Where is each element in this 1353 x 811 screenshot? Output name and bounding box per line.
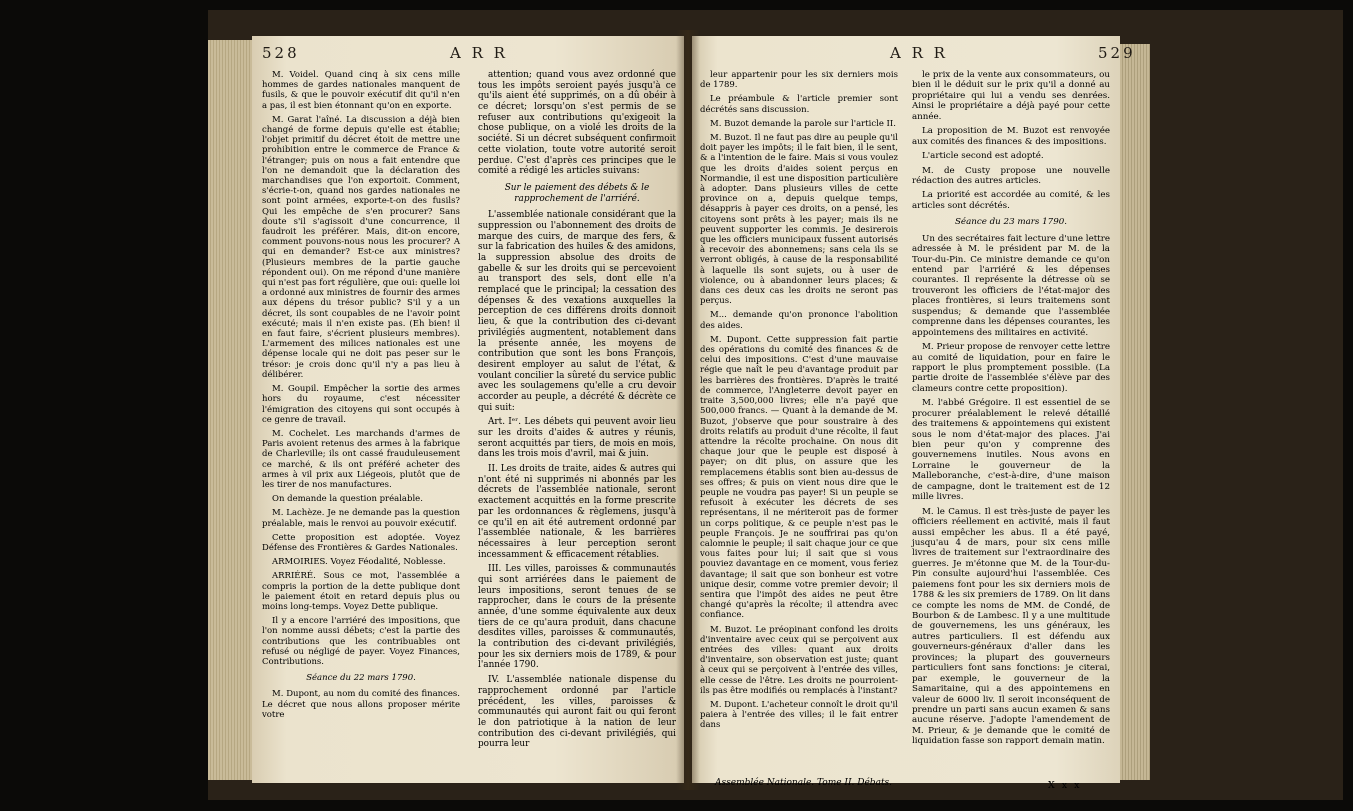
paragraph: M. Dupont. Cette suppression fait partie des opérations du comité des finances & de celui des impositions. C'est d'une mauvaise régie que naît le peu d'avantage produit par les barrières des frontières. D'après le traité de commerce, l'Angleterre devoit payer en traite 3,500,000 livres; elle n'a payé que 500,000 francs. — Quant à la demande de M. Buzot, j'observe que pour soustraire à des droits relatifs au produit d'une récolte, il faut attendre la récolte prochaine. On nous dit chaque jour que le peuple est disposé à payer; on dit plus, on assure que les remplacemens établis sont bien au-dessus de ses offres; & puis on vient nous dire que le peuple ne voudra pas payer! Si un peuple se refusoit à exécuter les décrets de ses représentans, il ne mériteroit pas de former un corps politique, & ce peuple n'est pas le peuple François. Je ne souffrirai pas qu'on calomnie le peuple; il sait chaque jour ce que vous faites pour lui; il sait que si vous pouviez davantage en ce moment, vous feriez davantage; il sait que son bonheur est votre unique desir, comme votre premier devoir; il sentira que l'impôt des aides ne peut être changé qu'après la récolte; il attendra avec confiance. xyxy=(700,334,898,621)
paragraph: M. Dupont, au nom du comité des finances. Le décret que nous allons proposer mérite votre xyxy=(262,689,460,720)
left-page-column-2 xyxy=(478,70,676,754)
paragraph: leur appartenir pour les six derniers mois de 1789. xyxy=(700,70,898,91)
paragraph: Il y a encore l'arriéré des impositions, que l'on nomme aussi débets; c'est la partie des contributions que les contribuables ont refusé ou négligé de payer. Voyez Finances, Contributions. xyxy=(262,616,460,667)
paragraph: M... demande qu'on prononce l'abolition des aides. xyxy=(700,310,898,331)
paragraph: attention; quand vous avez ordonné que tous les impôts seroient payés jusqu'à ce qu'ils aient été supprimés, on a dû obéir à ce décret; lorsqu'on s'est permis de se refuser aux contributions qu'exigeoit la chose publique, on a violé les droits de la société. Si un décret subséquent confirmoit cette violation, toute votre autorité seroit perdue. C'est d'après ces principes que le comité a rédigé les articles suivans: xyxy=(478,70,676,177)
paragraph: M. Buzot. Il ne faut pas dire au peuple qu'il doit payer les impôts; il le fait bien, il le sent, & a l'intention de le faire. Mais si vous voulez que les droits d'aides soient perçus en Normandie, il est une disposition particulière à adopter. Dans plusieurs villes de cette province on a, depuis quelque temps, désappris à payer ces droits, on a pensé, les citoyens sont prêts à les payer; mais ils ne peuvent supporter les commis. Je desirerois que les officiers municipaux fussent autorisés à recevoir des abonnemens; sans cela ils se verront obligés, à cause de la responsabilité à laquelle ils sont sujets, ou à user de violence, ou à abandonner leurs places; & dans ces deux cas les droits ne seront pas perçus. xyxy=(700,133,898,307)
left-page-number: 528 xyxy=(262,44,300,62)
page-footer: Assemblée Nationale. Tome II. Débats. xyxy=(715,778,893,788)
paragraph: II. Les droits de traite, aides & autres qui n'ont été ni supprimés ni abonnés par les décrets de l'assemblée nationale, seront exactement acquittés en la forme prescrite par les ordonnances & règlemens, jusqu'à ce qu'il en ait été autrement ordonné par l'assemblée nationale, & les barrières nécessaires à leur perception seront incessamment & efficacement rétablies. xyxy=(478,464,676,560)
signature-mark: X x x xyxy=(1048,780,1082,791)
paragraph: La priorité est accordée au comité, & les articles sont décrétés. xyxy=(912,190,1110,211)
paragraph: L'assemblée nationale considérant que la suppression ou l'abonnement des droits de marque des cuirs, de marque des fers, & sur la fabrication des huiles & des amidons, la suppression absolue des droits de gabelle & sur les droits qui se percevoient au transport des sels, dont elle n'a remplacé que le principal; la cessation des dépenses & des vexations auxquelles la perception de ces différens droits donnoit lieu, & que la contribution des ci-devant privilégiés augmentent, notablement dans la présente année, les moyens de contribution que sont les bons François, desirent employer au salut de l'état, & voulant concilier la sûreté du service public avec les soulagemens qu'elle a cru devoir accorder au peuple, a décrété & décrète ce qui suit: xyxy=(478,210,676,413)
paragraph: III. Les villes, paroisses & communautés qui sont arriérées dans le paiement de leurs impositions, seront tenues de se rapprocher, dans le cours de la présente année, d'une somme équivalente aux deux tiers de ce qu'aura produit, dans chacune desdites villes, paroisses & communautés, la contribution des ci-devant privilégiés, pour les six derniers mois de 1789, & pour l'année 1790. xyxy=(478,564,676,671)
right-running-head: A R R xyxy=(890,44,948,62)
paragraph: ARRIÉRÉ. Sous ce mot, l'assemblée a compris la portion de la dette publique dont le paiement étoit en retard depuis plus ou moins long-temps. Voyez Dette publique. xyxy=(262,571,460,612)
paragraph: M. Buzot demande la parole sur l'article II. xyxy=(710,118,896,129)
paragraph: M. Buzot. Le préopinant confond les droits d'inventaire avec ceux qui se perçoivent aux entrées des villes: quant aux droits d'inventaire, son observation est juste; quant à ceux qui se perçoivent à l'entrée des villes, elle cesse de l'être. Les droits ne pourroient-ils pas être modifiés ou remplacés à l'instant? xyxy=(700,624,898,696)
left-page-column-1 xyxy=(262,70,460,724)
left-running-head: A R R xyxy=(450,44,508,62)
paragraph: M. Garat l'aîné. La discussion a déjà bien changé de forme depuis qu'elle est établie; l'objet primitif du décret étoit de mettre une prohibition entre le commerce de France & l'étranger; puis on nous a fait entendre que l'on ne demandoit que la déclaration des marchandises que l'on exportoit. Comment, s'écrie-t-on, quand nos gardes nationales ne sont point armées, exporte-t-on des fusils? Qui les empêche de s'en procurer? Sans doute s'il s'agissoit d'une concurrence, il faudroit les préférer. Mais, dit-on encore, comment pouvons-nous nous les procurer? A qui en demander? Est-ce aux ministres? (Plusieurs membres de la partie gauche répondent oui). On me répond d'une manière qui n'est pas fort régulière, que oui: quelle loi a ordonné aux ministres de fournir des armes aux dépens du trésor public? S'il y a un décret, ils sont coupables de ne l'avoir point exécuté; mais il n'en existe pas. (Eh bien! il en faut faire, s'écrient plusieurs membres). L'armement des milices nationales est une dépense locale qui ne doit pas peser sur le trésor: je crois donc qu'il n'y a pas lieu à délibérer. xyxy=(262,114,460,380)
paragraph: M. l'abbé Grégoire. Il est essentiel de se procurer préalablement le relevé détaillé des traitemens & appointemens qui existent sous le nom d'état-major des places. J'ai bien peur qu'on y comprenne des gouvernemens inutiles. Nous avons en Lorraine le gouverneur de la Malleboranche, c'est-à-dire, d'une maison de campagne, dont le traitement est de 12 mille livres. xyxy=(912,398,1110,503)
paragraph: IV. L'assemblée nationale dispense du rapprochement ordonné par l'article précédent, les villes, paroisses & communautés qui auront fait ou qui feront le don patriotique à la nation de leur contribution des ci-devant privilégiés, qui pourra leur xyxy=(478,675,676,750)
paragraph: On demande la question préalable. xyxy=(272,494,423,505)
paragraph: M. de Custy propose une nouvelle rédaction des autres articles. xyxy=(912,165,1110,186)
paragraph: Cette proposition est adoptée. Voyez Défense des Frontières & Gardes Nationales. xyxy=(262,532,460,553)
paragraph: M. Goupil. Empêcher la sortie des armes hors du royaume, c'est nécessiter l'émigration des citoyens qui sont occupés à ce genre de travail. xyxy=(262,384,460,425)
right-page-column-2 xyxy=(912,70,1110,751)
paragraph: Le préambule & l'article premier sont décrétés sans discussion. xyxy=(700,94,898,115)
paragraph: M. Prieur propose de renvoyer cette lettre au comité de liquidation, pour en faire le rapport le plus promptement possible. (La partie droite de l'assemblée s'élève par des clameurs contre cette proposition). xyxy=(912,342,1110,394)
paragraph: M. le Camus. Il est très-juste de payer les officiers réellement en activité, mais il faut aussi empêcher les abus. Il a été payé, jusqu'au 4 de mars, pour six cens mille livres de traitement sur l'extraordinaire des guerres. Je m'étonne que M. de la Tour-du-Pin consulte aujourd'hui l'assemblée. Ces paiemens font pour les six derniers mois de 1788 & les six premiers de 1789. On lit dans ce compte les noms de MM. de Condé, de Bourbon & de Lambesc. Il y a une multitude de gouvernemens, les uns généraux, les autres particuliers. Il est défendu aux gouverneurs-généraux d'aller dans les provinces; la plupart des gouverneurs particuliers font sans fonctions: je citerai, par exemple, le gouverneur de la Samaritaine, qui a des appointemens en valeur de 6000 liv. Il seroit inconséquent de prendre un parti sans aucun examen & sans aucune réserve. J'adopte l'amendement de M. Prieur, & je demande que le comité de liquidation fasse son rapport demain matin. xyxy=(912,506,1110,747)
right-page-column-1 xyxy=(700,70,898,735)
paragraph: Séance du 23 mars 1790. xyxy=(954,217,1068,228)
paragraph: M. Dupont. L'acheteur connoît le droit qu'il paiera à l'entrée des villes; il le fait entrer dans xyxy=(700,699,898,731)
right-page-number: 529 xyxy=(1098,44,1136,62)
paragraph: La proposition de M. Buzot est renvoyée aux comités des finances & des impositions. xyxy=(912,126,1110,147)
paragraph: L'article second est adopté. xyxy=(922,151,1044,162)
paragraph: M. Voidel. Quand cinq à six cens mille hommes de gardes nationales manquent de fusils, & que le pouvoir exécutif dit qu'il n'en a pas, il est bien étonnant qu'on en exporte. xyxy=(262,70,460,111)
paragraph: Sur le paiement des débets & le rapprochement de l'arriéré. xyxy=(504,182,650,204)
paragraph: M. Lachèze. Je ne demande pas la question préalable, mais le renvoi au pouvoir exécutif. xyxy=(262,508,460,529)
paragraph: Un des secrétaires fait lecture d'une lettre adressée à M. le président par M. de la Tour-du-Pin. Ce ministre demande ce qu'on entend par l'arriéré & les dépenses courantes. Il représente la détresse où se trouveront les officiers de l'état-major des places frontières, si leurs traitemens sont suspendus; & demande que l'assemblée comprenne dans les dépenses courantes, les appointemens des militaires en activité. xyxy=(912,233,1110,338)
book-gutter xyxy=(676,30,700,790)
paragraph: Art. Iᵉʳ. Les débets qui peuvent avoir lieu sur les droits d'aides & autres y réunis, seront acquittés par tiers, de mois en mois, dans les trois mois d'avril, mai & juin. xyxy=(478,417,676,460)
paragraph: ARMOIRIES. Voyez Féodalité, Noblesse. xyxy=(272,557,446,568)
paragraph: Séance du 22 mars 1790. xyxy=(306,673,416,684)
paragraph: le prix de la vente aux consommateurs, ou bien il le déduit sur le prix qu'il a donné au propriétaire qui lui a vendu ses denrées. Ainsi le propriétaire a déjà payé pour cette année. xyxy=(912,70,1110,122)
right-page-edges xyxy=(1120,44,1150,780)
paragraph: M. Cochelet. Les marchands d'armes de Paris avoient retenus des armes à la fabrique de Charleville; ils ont cassé frauduleusement ce marché, & ils ont préféré acheter des armes à vil prix aux Liégeois, plutôt que de les tirer de nos manufactures. xyxy=(262,428,460,490)
left-page-edges xyxy=(208,40,252,780)
